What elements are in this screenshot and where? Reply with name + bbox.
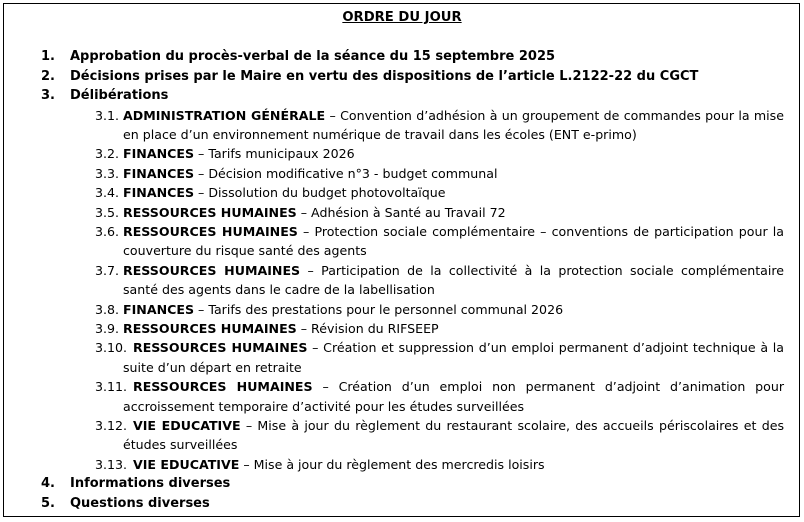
sub-number: 3.2. xyxy=(95,146,120,162)
sub-category: RESSOURCES HUMAINES xyxy=(123,204,297,220)
item-text: Délibérations xyxy=(70,88,169,103)
sub-text: – Révision du RIFSEEP xyxy=(296,320,439,336)
item-text: Informations diverses xyxy=(70,476,231,492)
sub-text: – Convention d’adhésion à un groupement de commandes pour la mise en place d’un environnement numérique de travail dans les écoles (ENT e-primo) xyxy=(123,107,784,142)
sub-category: RESSOURCES HUMAINES xyxy=(123,262,301,278)
sub-text: – Participation de la collectivité à la protection sociale complémentaire santé des agents dans le cadre de la labellisation xyxy=(123,262,785,298)
agenda-item xyxy=(0,494,804,514)
sub-text: – Décision modificative n°3 - budget communal xyxy=(194,165,498,181)
item-number: 5. xyxy=(41,495,55,511)
page-title: ORDRE DU JOUR xyxy=(342,10,462,25)
sub-category: RESSOURCES HUMAINES xyxy=(123,320,297,336)
deliberation-item xyxy=(0,261,804,300)
sub-category: VIE EDUCATIVE xyxy=(133,418,241,433)
item-number: 1. xyxy=(41,49,55,64)
sub-number: 3.5. xyxy=(95,204,120,220)
sub-text: – Dissolution du budget photovoltaïque xyxy=(194,185,446,201)
sub-number: 3.3. xyxy=(95,165,120,181)
item-number: 4. xyxy=(41,476,55,492)
sub-number: 3.12. xyxy=(95,418,128,433)
deliberation-item xyxy=(0,319,804,338)
sub-category: ADMINISTRATION GÉNÉRALE xyxy=(123,107,326,123)
sub-text: – Mise à jour du règlement du restaurant scolaire, des accueils périscolaires et des études surveillées xyxy=(123,418,785,453)
deliberation-item xyxy=(0,106,804,145)
sub-category: RESSOURCES HUMAINES xyxy=(133,379,313,395)
deliberation-item xyxy=(0,164,804,183)
deliberation-item xyxy=(0,203,804,222)
deliberation-item xyxy=(0,222,804,261)
sub-category: FINANCES xyxy=(123,185,195,201)
deliberation-item xyxy=(0,300,804,319)
sub-text: – Tarifs des prestations pour le personnel communal 2026 xyxy=(194,301,564,317)
sub-text: – Tarifs municipaux 2026 xyxy=(194,146,355,162)
sub-text: – Création d’un emploi non permanent d’adjoint d’animation pour accroissement temporaire d’activité pour les études surveillées xyxy=(123,379,785,414)
sub-number: 3.10. xyxy=(95,340,128,356)
item-text: Décisions prises par le Maire en vertu des dispositions de l’article L.2122-22 du CGCT xyxy=(70,68,699,84)
item-number: 3. xyxy=(41,88,55,103)
deliberation-item xyxy=(0,377,804,416)
sub-category: FINANCES xyxy=(123,146,195,162)
deliberation-item xyxy=(0,144,804,163)
sub-category: FINANCES xyxy=(123,301,195,317)
sub-text: – Mise à jour du règlement des mercredis loisirs xyxy=(239,456,545,472)
sub-text: – Création et suppression d’un emploi permanent d’adjoint technique à la suite d’un départ en retraite xyxy=(123,340,785,375)
sub-text: – Adhésion à Santé au Travail 72 xyxy=(296,204,506,220)
sub-number: 3.9. xyxy=(95,320,120,336)
sub-number: 3.8. xyxy=(95,301,120,317)
sub-number: 3.11. xyxy=(95,379,128,395)
sub-number: 3.7. xyxy=(95,262,120,278)
sub-number: 3.13. xyxy=(95,456,128,472)
agenda-item xyxy=(0,474,804,494)
item-text: Approbation du procès-verbal de la séance du 15 septembre 2025 xyxy=(70,49,556,64)
deliberation-item xyxy=(0,416,804,455)
agenda-item xyxy=(0,86,804,106)
deliberation-item xyxy=(0,455,804,474)
agenda-item xyxy=(0,67,804,87)
sub-number: 3.1. xyxy=(95,107,120,123)
deliberation-item xyxy=(0,338,804,377)
sub-category: RESSOURCES HUMAINES xyxy=(123,223,298,239)
sub-category: VIE EDUCATIVE xyxy=(133,456,240,472)
sub-text: – Protection sociale complémentaire – conventions de participation pour la couverture du risque santé des agents xyxy=(123,223,785,259)
item-number: 2. xyxy=(41,68,55,84)
agenda-list xyxy=(0,47,804,513)
item-text: Questions diverses xyxy=(70,495,210,511)
sub-number: 3.6. xyxy=(95,223,120,239)
sub-category: FINANCES xyxy=(123,165,195,181)
agenda-item xyxy=(0,47,804,67)
deliberation-item xyxy=(0,183,804,202)
sub-number: 3.4. xyxy=(95,185,120,201)
sub-category: RESSOURCES HUMAINES xyxy=(133,340,308,356)
